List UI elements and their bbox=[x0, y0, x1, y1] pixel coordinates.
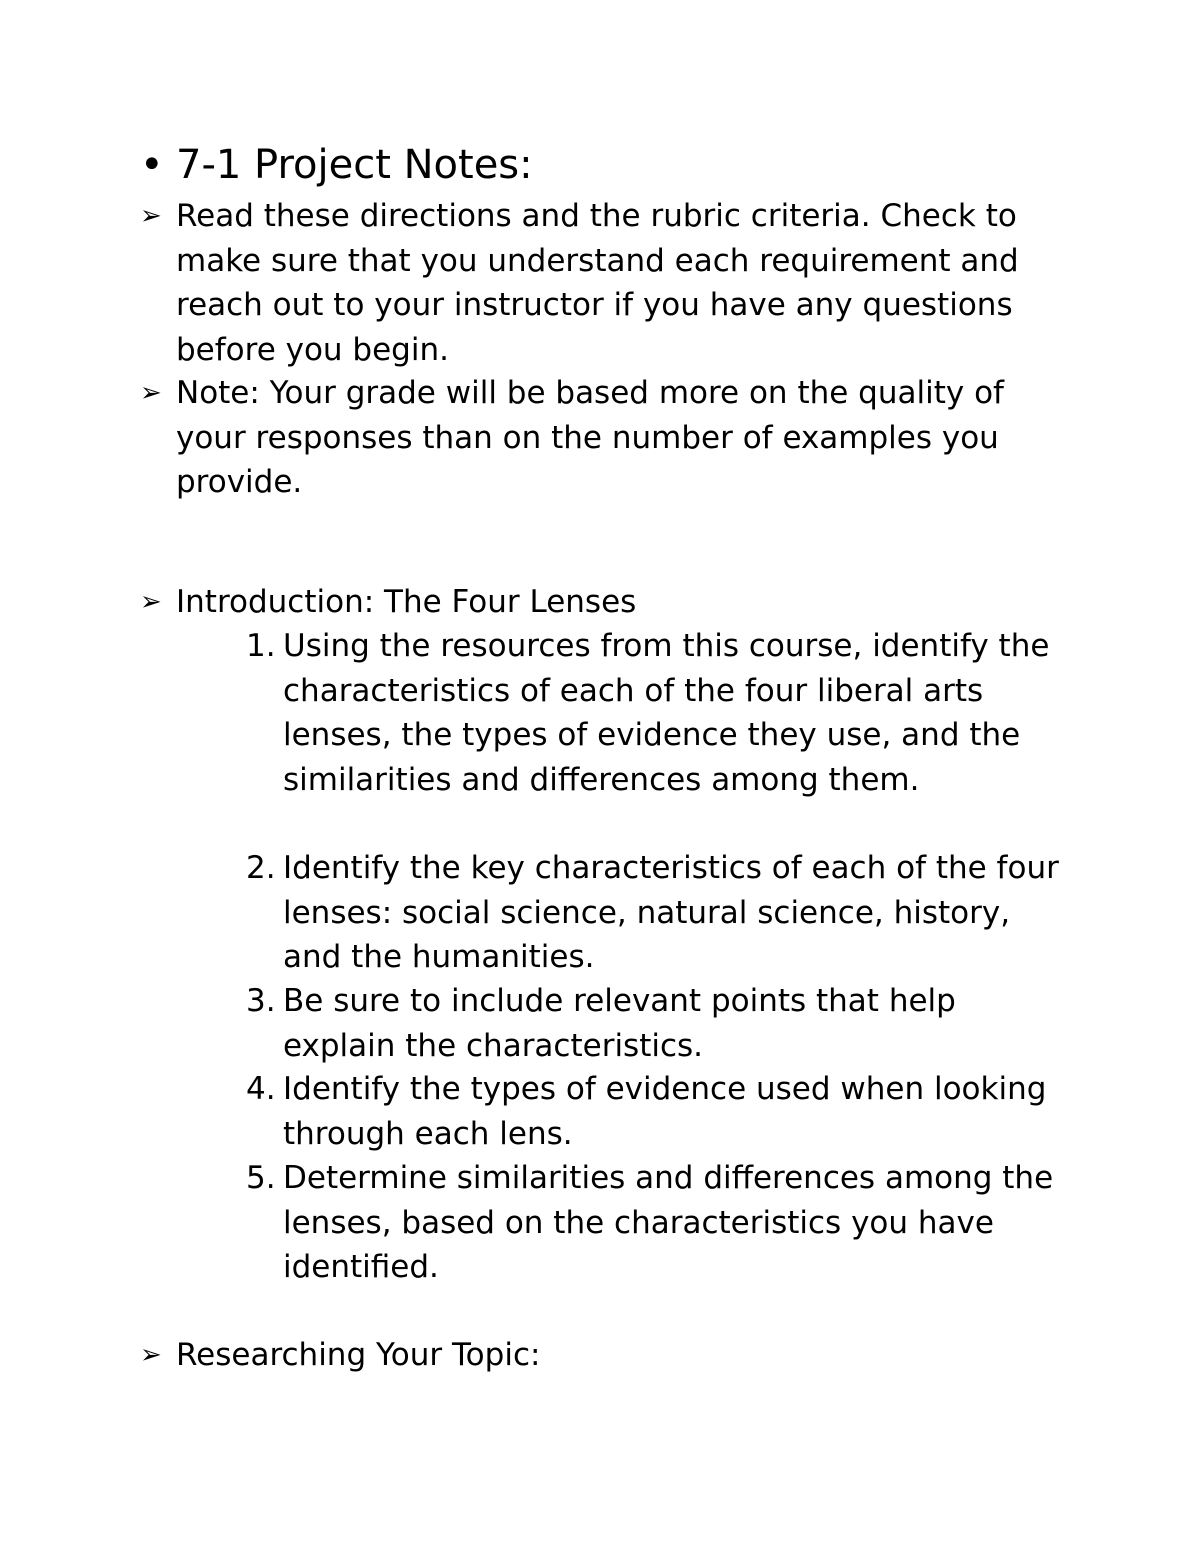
numbered-item-1 bbox=[246, 624, 1066, 802]
arrow-bullet-icon: ➢ bbox=[140, 587, 162, 617]
numbered-item-2 bbox=[246, 846, 1066, 980]
list-item-text: Introduction: The Four Lenses bbox=[176, 584, 637, 620]
item-number: 4. bbox=[246, 1071, 276, 1107]
arrow-bullet-icon: ➢ bbox=[140, 1340, 162, 1370]
numbered-item-3 bbox=[246, 979, 1066, 1068]
item-number: 1. bbox=[246, 628, 276, 664]
numbered-item-text: Using the resources from this course, identify the characteristics of each of the four liberal arts lenses, the types of evidence they use, and the similarities and differences among them. bbox=[283, 628, 1050, 798]
numbered-item-text: Identify the types of evidence used when looking through each lens. bbox=[283, 1071, 1047, 1152]
item-number: 3. bbox=[246, 983, 276, 1019]
heading-text: 7-1 Project Notes: bbox=[176, 142, 533, 188]
arrow-bullet-icon: ➢ bbox=[140, 378, 162, 408]
list-item-introduction bbox=[140, 580, 1060, 625]
list-item-text: Note: Your grade will be based more on the quality of your responses than on the number of examples you provide. bbox=[176, 375, 1004, 500]
list-item-read-directions bbox=[140, 194, 1060, 372]
list-item-researching-topic bbox=[140, 1333, 1060, 1378]
numbered-item-4 bbox=[246, 1067, 1066, 1156]
list-item-text: Read these directions and the rubric criteria. Check to make sure that you understand each requirement and reach out to your instructor if you have any questions before you begin. bbox=[176, 198, 1019, 368]
list-item-text: Researching Your Topic: bbox=[176, 1337, 541, 1373]
bullet-icon: • bbox=[140, 142, 164, 188]
arrow-bullet-icon: ➢ bbox=[140, 201, 162, 231]
numbered-item-text: Be sure to include relevant points that help explain the characteristics. bbox=[283, 983, 956, 1064]
numbered-item-text: Determine similarities and differences among the lenses, based on the characteristics you have identified. bbox=[283, 1160, 1054, 1285]
numbered-item-text: Identify the key characteristics of each of the four lenses: social science, natural science, history, and the humanities. bbox=[283, 850, 1059, 975]
numbered-item-5 bbox=[246, 1156, 1066, 1290]
list-item-grade-note bbox=[140, 371, 1060, 505]
project-notes-heading bbox=[140, 138, 533, 192]
item-number: 2. bbox=[246, 850, 276, 886]
item-number: 5. bbox=[246, 1160, 276, 1196]
